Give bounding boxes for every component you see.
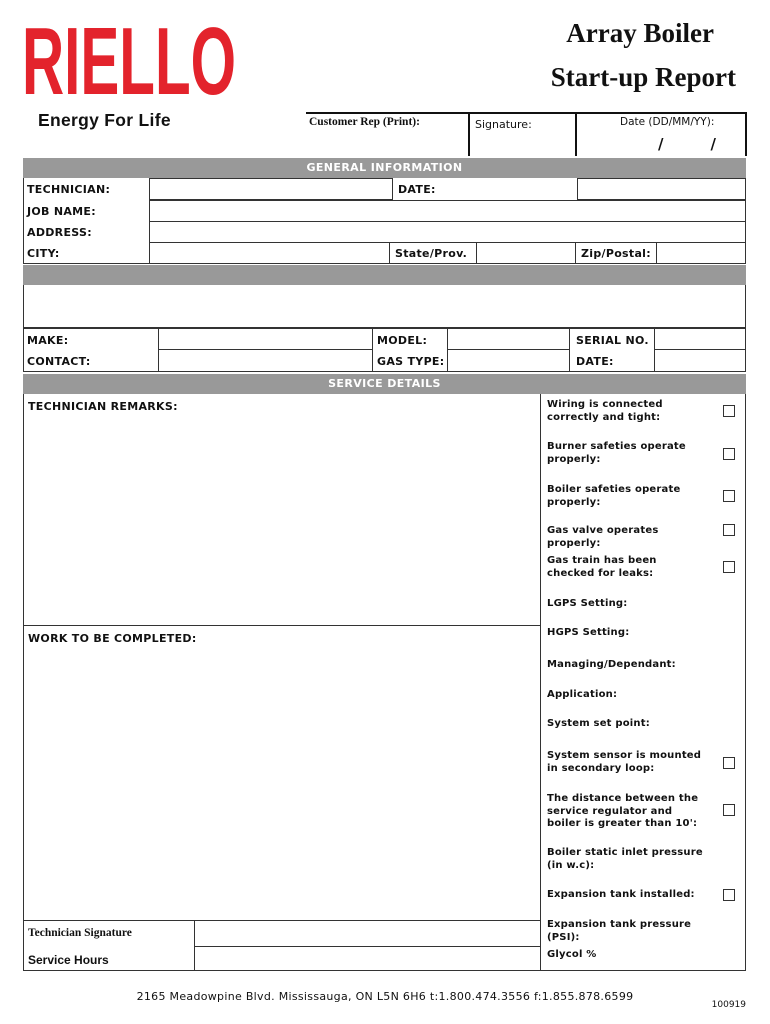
technician-signature-label: Technician Signature: [28, 927, 132, 939]
technician-label: TECHNICIAN:: [27, 183, 111, 196]
service-item-label: System set point:: [547, 718, 650, 729]
general-information-heading: GENERAL INFORMATION: [23, 158, 746, 178]
service-item-label: Expansion tank pressure (PSI):: [547, 919, 692, 943]
contact-input[interactable]: [158, 349, 373, 372]
service-item-label: Burner safeties operate properly:: [547, 441, 686, 465]
service-item-label: Gas train has been checked for leaks:: [547, 555, 657, 579]
date-field[interactable]: [577, 112, 745, 156]
make-input[interactable]: [158, 328, 373, 350]
zip-input[interactable]: [656, 242, 746, 264]
equipment-notes-area[interactable]: [23, 285, 746, 328]
title-line-1: Array Boiler: [566, 18, 714, 48]
service-item-label: Managing/Dependant:: [547, 659, 676, 670]
service-item-label: Gas valve operates properly:: [547, 525, 659, 549]
service-item-label: The distance between the service regulator and boiler is greater than 10':: [547, 793, 699, 829]
riello-logo: [22, 8, 237, 115]
date-label-general: DATE:: [398, 183, 436, 196]
model-input[interactable]: [447, 328, 570, 350]
service-item-checkbox[interactable]: [723, 804, 735, 816]
technician-signature-input[interactable]: [194, 920, 541, 947]
service-item-label: Boiler safeties operate properly:: [547, 484, 681, 508]
general-date-input[interactable]: [577, 178, 746, 200]
serial-label: SERIAL NO.: [576, 334, 649, 347]
job-name-input[interactable]: [149, 200, 746, 222]
customer-rep-label: Customer Rep (Print):: [309, 116, 420, 128]
service-item-checkbox[interactable]: [723, 405, 735, 417]
service-item-label: Boiler static inlet pressure (in w.c):: [547, 847, 703, 871]
date-separators: / /: [658, 135, 716, 153]
technician-input[interactable]: [149, 178, 393, 200]
city-input[interactable]: [149, 242, 390, 264]
service-item-checkbox[interactable]: [723, 448, 735, 460]
tagline: Energy For Life: [38, 110, 171, 130]
signature-label: Signature:: [475, 118, 532, 131]
technician-remarks-label: TECHNICIAN REMARKS:: [28, 400, 178, 413]
service-item-label: Application:: [547, 689, 618, 700]
title-line-2: Start-up Report: [550, 62, 736, 92]
service-item-label: LGPS Setting:: [547, 598, 628, 609]
gas-type-input[interactable]: [447, 349, 570, 372]
service-item-label: Wiring is connected correctly and tight:: [547, 399, 663, 423]
job-name-label: JOB NAME:: [27, 205, 96, 218]
logo-text: RIELLO: [22, 8, 237, 115]
work-to-be-completed-label: WORK TO BE COMPLETED:: [28, 632, 197, 645]
service-hours-label: Service Hours: [28, 953, 109, 967]
service-item-checkbox[interactable]: [723, 490, 735, 502]
address-input[interactable]: [149, 221, 746, 243]
service-details-heading: SERVICE DETAILS: [23, 374, 746, 394]
city-label: CITY:: [27, 247, 60, 260]
service-item-label: Glycol %: [547, 949, 597, 960]
remarks-divider: [23, 625, 541, 626]
equipment-date-label: DATE:: [576, 355, 614, 368]
equipment-heading-bar: [23, 265, 746, 285]
contact-label: CONTACT:: [27, 355, 91, 368]
service-item-checkbox[interactable]: [723, 757, 735, 769]
model-label: MODEL:: [377, 334, 428, 347]
service-item-label: HGPS Setting:: [547, 627, 630, 638]
service-item-checkbox[interactable]: [723, 889, 735, 901]
footer-address: 2165 Meadowpine Blvd. Mississauga, ON L5N 6H6 t:1.800.474.3556 f:1.855.878.6599: [136, 990, 634, 1003]
service-item-checkbox[interactable]: [723, 524, 735, 536]
customer-rep-field[interactable]: [306, 112, 469, 156]
serial-input[interactable]: [654, 328, 746, 350]
service-column-divider: [540, 394, 541, 970]
zip-label: Zip/Postal:: [581, 247, 651, 260]
state-input[interactable]: [476, 242, 576, 264]
equipment-date-input[interactable]: [654, 349, 746, 372]
state-label: State/Prov.: [395, 247, 468, 260]
header-right-rule: [745, 112, 747, 156]
service-item-checkbox[interactable]: [723, 561, 735, 573]
work-to-be-completed-area[interactable]: [24, 646, 539, 919]
service-item-label: System sensor is mounted in secondary loop:: [547, 750, 702, 774]
signature-field[interactable]: [470, 112, 575, 156]
document-code: 100919: [711, 1000, 746, 1010]
technician-remarks-area[interactable]: [24, 414, 539, 624]
address-label: ADDRESS:: [27, 226, 92, 239]
make-label: MAKE:: [27, 334, 69, 347]
service-hours-input[interactable]: [194, 946, 541, 971]
gas-type-label: GAS TYPE:: [377, 355, 445, 368]
date-label: Date (DD/MM/YY):: [620, 116, 715, 128]
service-item-label: Expansion tank installed:: [547, 889, 695, 900]
